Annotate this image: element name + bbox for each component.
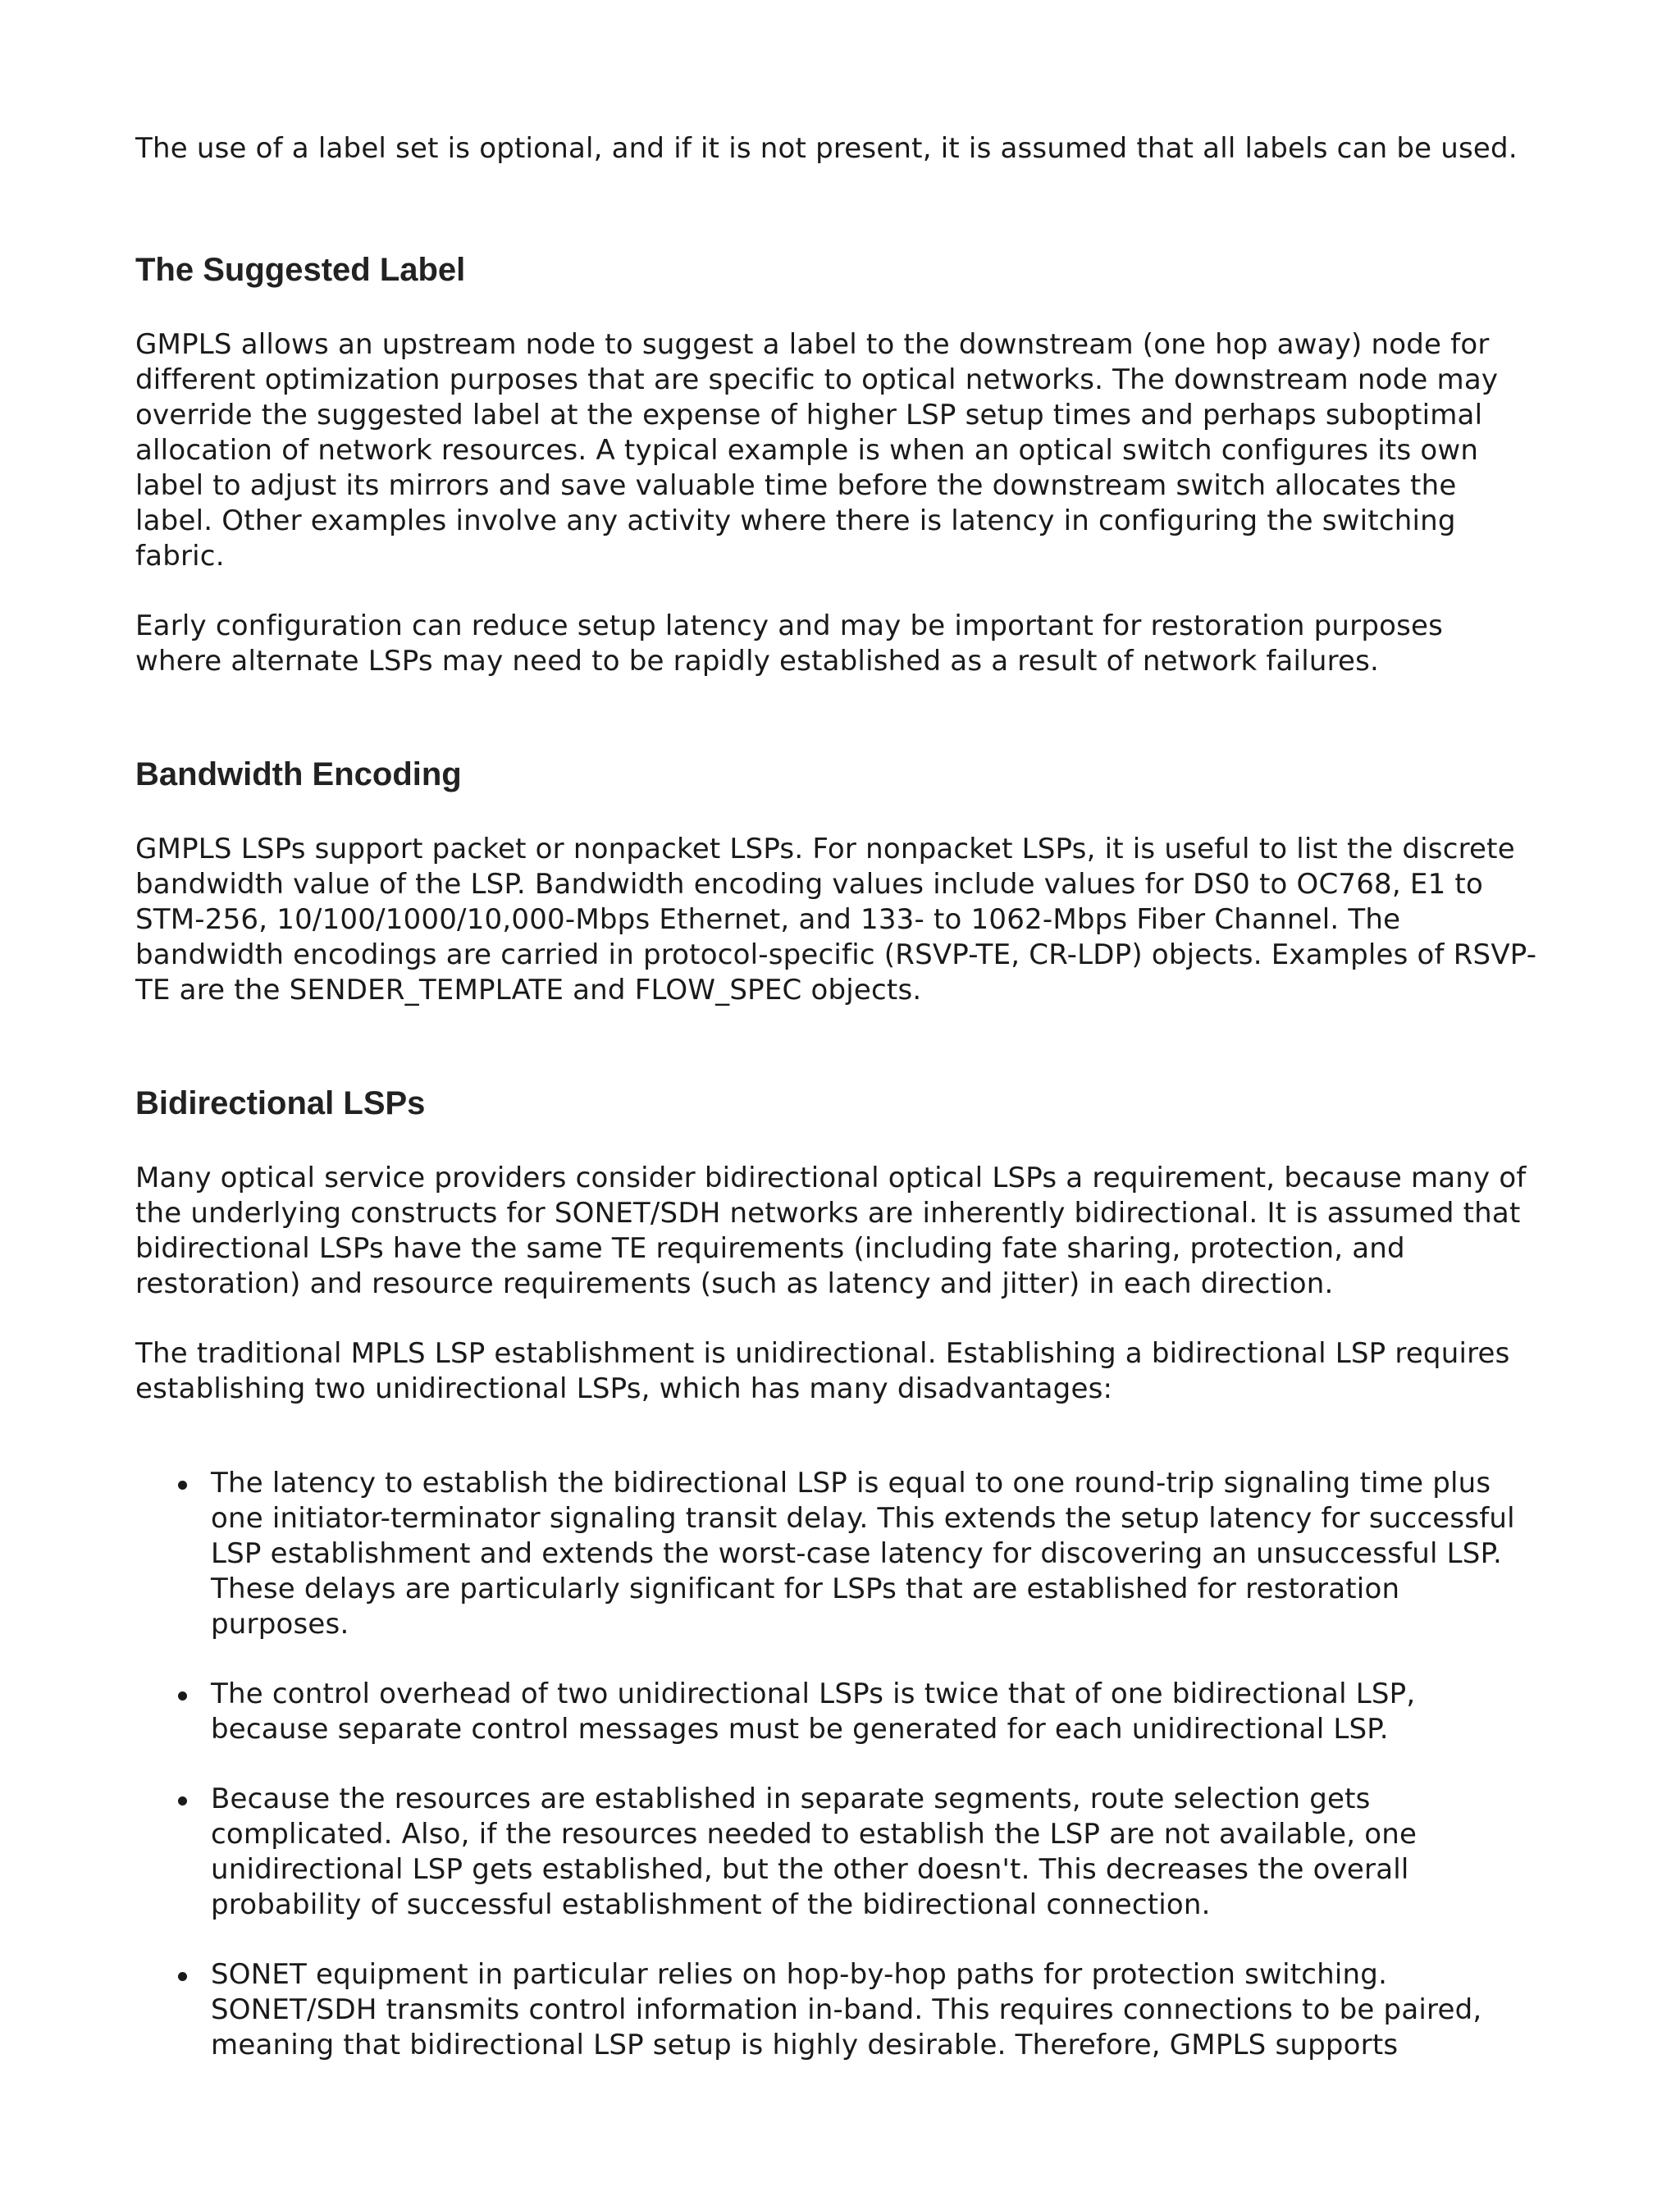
bandwidth-encoding-paragraph-1: GMPLS LSPs support packet or nonpacket LSPs. For nonpacket LSPs, it is useful to list the discrete bandwidth value of the LSP. Bandwidth encoding values include values for DS0 to OC768, E1 to STM-256, 10/100/1000/10,000-Mbps Ethernet, and 133- to 1062-Mbps Fiber Channel. The bandwidth encodings are carried in protocol-specific (RSVP-TE, CR-LDP) objects. Examples of RSVP-TE are the SENDER_TEMPLATE and FLOW_SPEC objects. [135, 833, 1537, 1007]
list-item [135, 1782, 1538, 1923]
list-item [135, 1677, 1538, 1747]
bullet-icon [178, 1481, 187, 1490]
disadvantages-list [135, 1466, 1538, 2063]
heading-bidirectional-lsps: Bidirectional LSPs [135, 1085, 426, 1121]
list-item [135, 1466, 1538, 1642]
document-page [135, 131, 1538, 2063]
heading-bandwidth-encoding: Bandwidth Encoding [135, 756, 462, 792]
suggested-label-paragraph-1: GMPLS allows an upstream node to suggest a label to the downstream (one hop away) node for different optimization purposes that are specific to optical networks. The downstream node may override the suggested label at the expense of higher LSP setup times and perhaps suboptimal allocation of network resources. A typical example is when an optical switch configures its own label to adjust its mirrors and save valuable time before the downstream switch allocates the label. Other examples involve any activity where there is latency in configuring the switching fabric. [135, 328, 1499, 573]
bidirectional-paragraph-1: Many optical service providers consider bidirectional optical LSPs a requirement, because many of the underlying constructs for SONET/SDH networks are inherently bidirectional. It is assumed that bidirectional LSPs have the same TE requirements (including fate sharing, protection, and restoration) and resource requirements (such as latency and jitter) in each direction. [135, 1162, 1527, 1300]
list-item-text: Because the resources are established in separate segments, route selection gets complicated. Also, if the resources needed to establish the LSP are not available, one unidirectional LSP gets established, but the other doesn't. This decreases the overall probability of successful establishment of the bidirectional connection. [211, 1783, 1418, 1921]
suggested-label-paragraph-2: Early configuration can reduce setup latency and may be important for restoration purposes where alternate LSPs may need to be rapidly established as a result of network failures. [135, 609, 1444, 678]
list-item [135, 1957, 1538, 2063]
intro-paragraph: The use of a label set is optional, and if it is not present, it is assumed that all labels can be used. [135, 132, 1518, 165]
list-item-text: The latency to establish the bidirectional LSP is equal to one round-trip signaling time plus one initiator-terminator signaling transit delay. This extends the setup latency for successful LSP establishment and extends the worst-case latency for discovering an unsuccessful LSP. These delays are particularly significant for LSPs that are established for restoration purposes. [211, 1467, 1515, 1641]
heading-suggested-label: The Suggested Label [135, 252, 466, 288]
bidirectional-paragraph-2: The traditional MPLS LSP establishment is unidirectional. Establishing a bidirectional LSP requires establishing two unidirectional LSPs, which has many disadvantages: [135, 1337, 1510, 1405]
bullet-icon [178, 1972, 187, 1981]
bullet-icon [178, 1796, 187, 1806]
list-item-text: The control overhead of two unidirectional LSPs is twice that of one bidirectional LSP, because separate control messages must be generated for each unidirectional LSP. [211, 1678, 1416, 1746]
bullet-icon [178, 1691, 187, 1701]
list-item-text: SONET equipment in particular relies on hop-by-hop paths for protection switching. SONET/SDH transmits control information in-band. This requires connections to be paired, meaning that bidirectional LSP setup is highly desirable. Therefore, GMPLS supports [211, 1958, 1482, 2061]
